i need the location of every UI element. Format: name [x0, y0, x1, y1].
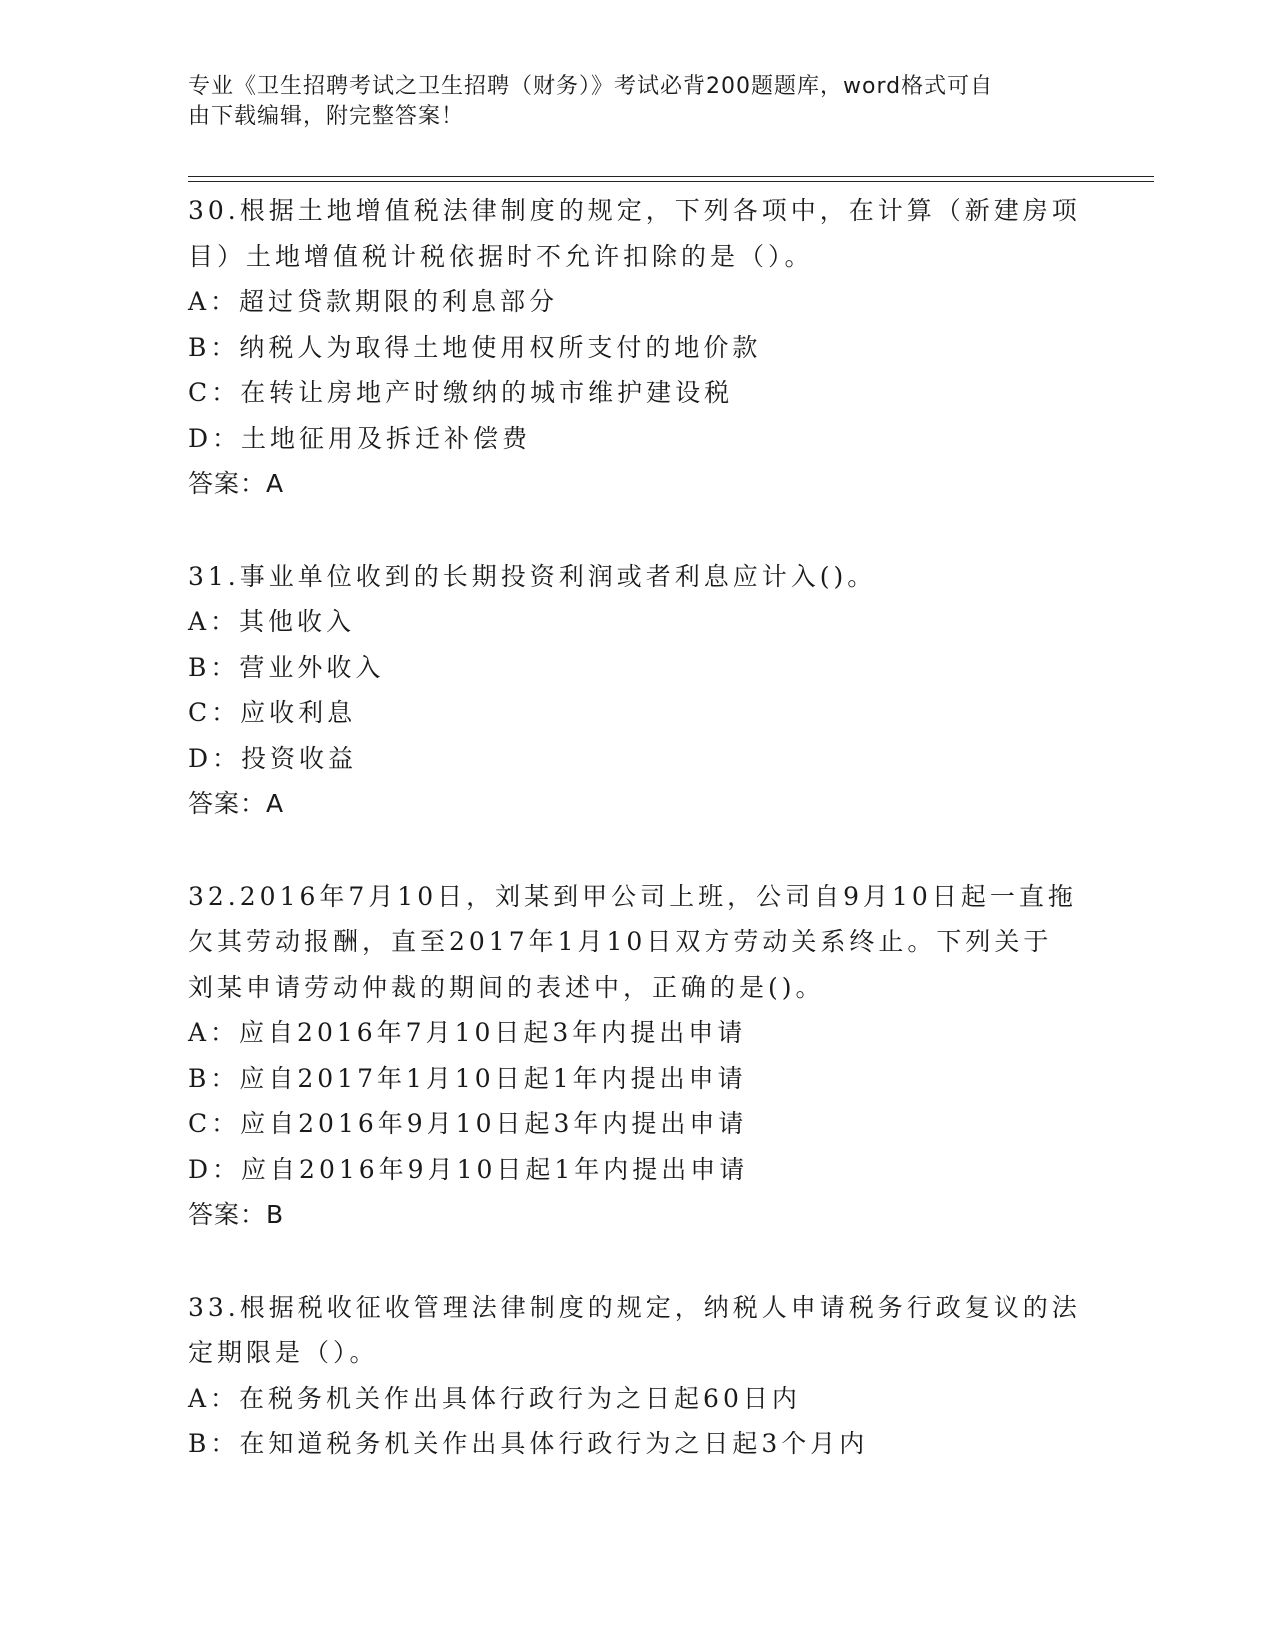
question-30 — [188, 188, 1108, 507]
question-stem-line: 31.事业单位收到的长期投资利润或者利息应计入()。 — [188, 561, 877, 591]
option-b: B：在知道税务机关作出具体行政行为之日起3个月内 — [188, 1429, 869, 1458]
answer-line: 答案：A — [188, 789, 285, 818]
option-b: B：营业外收入 — [188, 652, 385, 682]
document-header — [188, 72, 1068, 132]
question-stem-line: 定期限是（）。 — [188, 1338, 379, 1367]
option-a: A：在税务机关作出具体行政行为之日起60日内 — [188, 1383, 801, 1413]
option-c: C：应收利息 — [188, 698, 357, 727]
answer-line: 答案：A — [188, 469, 285, 498]
question-stem-line: 30.根据土地增值税法律制度的规定，下列各项中，在计算（新建房项 — [188, 196, 1081, 225]
option-b: B：应自2017年1月10日起1年内提出申请 — [188, 1063, 747, 1093]
option-a: A：其他收入 — [188, 607, 356, 636]
header-line-1: 专业《卫生招聘考试之卫生招聘（财务）》考试必背200题题库，word格式可自 — [188, 74, 994, 99]
option-a: A：超过贷款期限的利息部分 — [188, 287, 559, 316]
option-d: D：投资收益 — [188, 743, 358, 773]
option-a: A：应自2016年7月10日起3年内提出申请 — [188, 1018, 747, 1047]
question-list — [188, 188, 1108, 1514]
question-stem-line: 欠其劳动报酬，直至2017年1月10日双方劳动关系终止。下列关于 — [188, 927, 1053, 956]
header-divider-bottom — [188, 181, 1154, 182]
header-line-2: 由下载编辑，附完整答案！ — [188, 104, 465, 129]
option-d: D：土地征用及拆迁补偿费 — [188, 423, 532, 453]
question-31 — [188, 554, 1108, 827]
option-b: B：纳税人为取得土地使用权所支付的地价款 — [188, 332, 762, 362]
question-33 — [188, 1285, 1108, 1467]
question-stem-line: 刘某申请劳动仲裁的期间的表述中，正确的是()。 — [188, 972, 825, 1002]
question-stem-line: 32.2016年7月10日，刘某到甲公司上班，公司自9月10日起一直拖 — [188, 881, 1077, 911]
option-c: C：在转让房地产时缴纳的城市维护建设税 — [188, 378, 734, 407]
question-32 — [188, 874, 1108, 1238]
header-divider-top — [188, 176, 1154, 177]
question-stem-line: 33.根据税收征收管理法律制度的规定，纳税人申请税务行政复议的法 — [188, 1292, 1081, 1322]
option-d: D：应自2016年9月10日起1年内提出申请 — [188, 1154, 749, 1184]
answer-line: 答案：B — [188, 1200, 285, 1229]
question-stem-line: 目）土地增值税计税依据时不允许扣除的是（）。 — [188, 241, 814, 271]
option-c: C：应自2016年9月10日起3年内提出申请 — [188, 1109, 748, 1138]
